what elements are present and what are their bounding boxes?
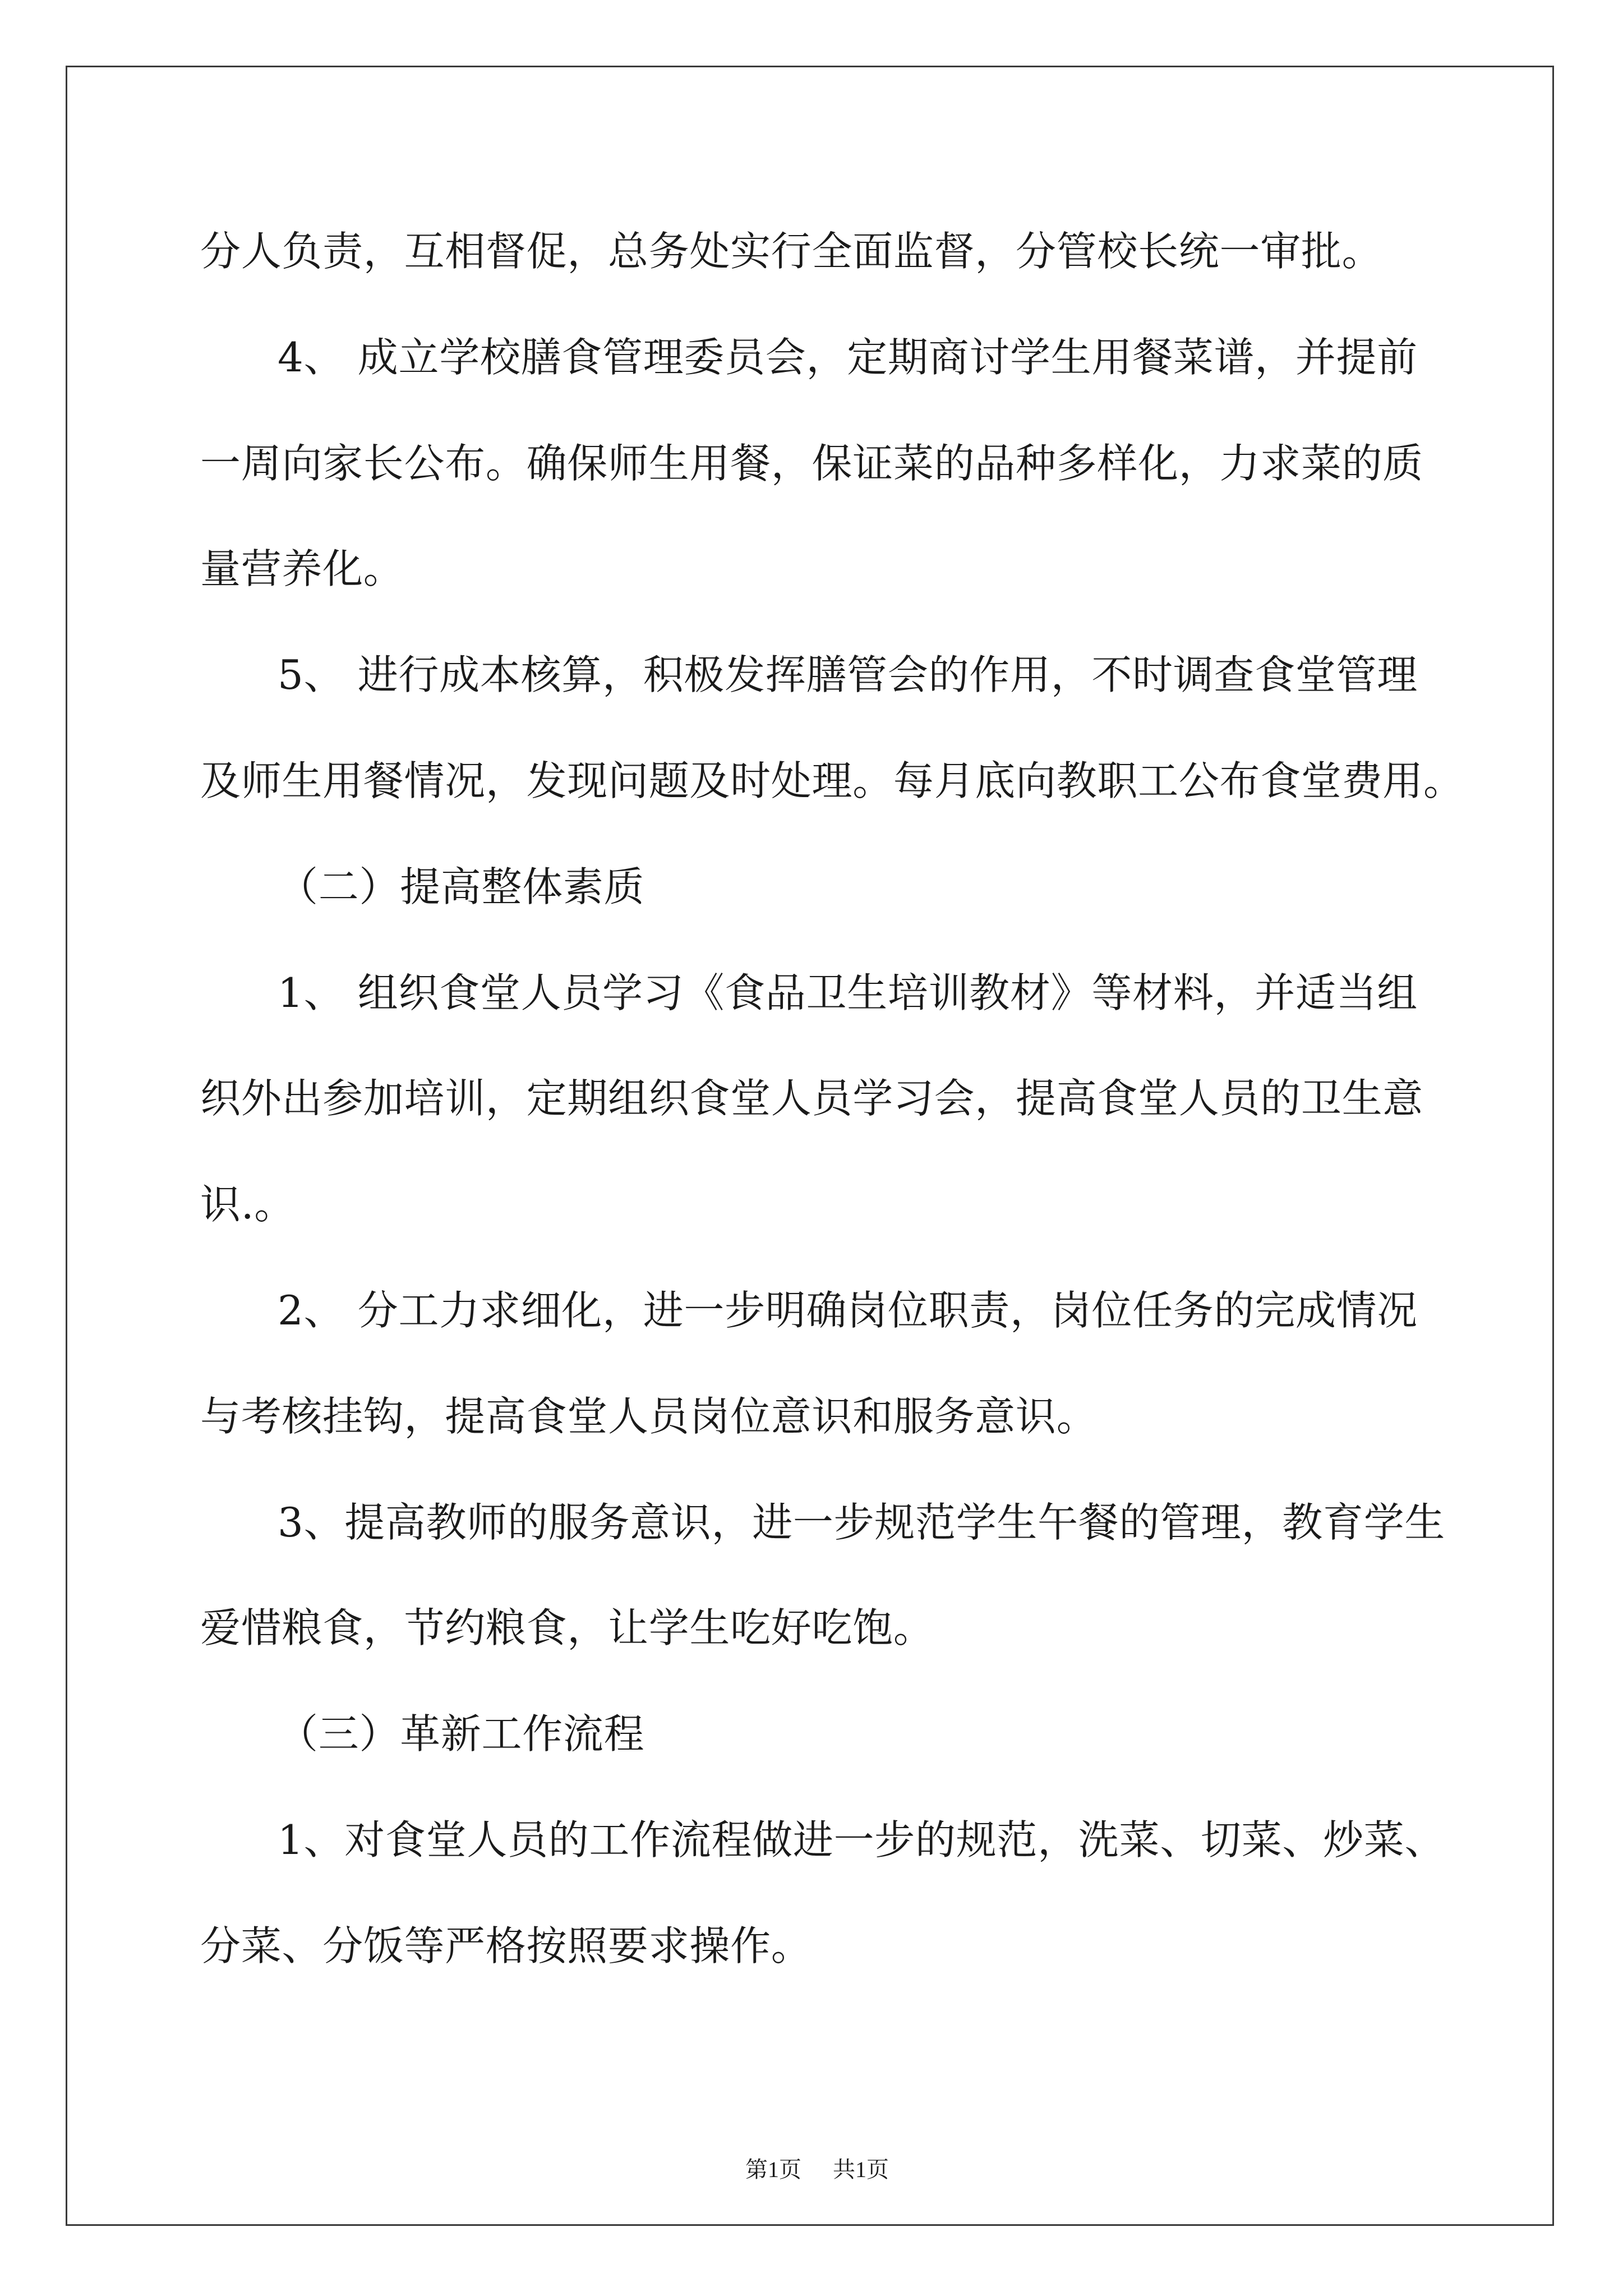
text-line: 分菜、分饭等严格按照要求操作。 [200,1922,812,1970]
section-heading-text: （二）提高整体素质 [278,863,645,910]
text-line: 爱惜粮食，节约粮食，让学生吃好吃饱。 [200,1604,934,1652]
text-line: 1、对食堂人员的工作流程做进一步的规范，洗菜、切菜、炒菜、 [278,1816,1446,1864]
text-line: 及师生用餐情况，发现问题及时处理。每月底向教职工公布食堂费用。 [200,757,1464,804]
text-line: 2、 分工力求细化，进一步明确岗位职责，岗位任务的完成情况 [278,1286,1418,1334]
text-line: 量营养化。 [200,545,404,593]
text-line: 一周向家长公布。确保师生用餐，保证菜的品种多样化，力求菜的质 [200,439,1424,487]
paragraph [200,1787,1535,1999]
page-footer [0,2131,1623,2182]
paragraph [200,1470,1535,1682]
text-line: 与考核挂钩，提高食堂人员岗位意识和服务意识。 [200,1392,1098,1440]
text-line: 4、 成立学校膳食管理委员会，定期商讨学生用餐菜谱，并提前 [278,333,1418,381]
text-line: 分人负责，互相督促，总务处实行全面监督，分管校长统一审批。 [200,228,1383,275]
document-body [200,199,1535,1999]
page-number: 第1页 [745,2157,801,2182]
section-heading [200,1681,1535,1787]
section-heading-text: （三）革新工作流程 [278,1710,645,1758]
paragraph [200,622,1535,834]
text-line: 5、 进行成本核算，积极发挥膳管会的作用，不时调查食堂管理 [278,651,1418,699]
text-line: 识.。 [200,1181,295,1228]
paragraph [200,1258,1535,1470]
paragraph [200,940,1535,1258]
text-line: 3、提高教师的服务意识，进一步规范学生午餐的管理，教育学生 [278,1498,1446,1546]
paragraph [200,199,1535,305]
section-heading [200,834,1535,940]
page-total: 共1页 [833,2157,889,2182]
text-line: 织外出参加培训，定期组织食堂人员学习会，提高食堂人员的卫生意 [200,1075,1424,1122]
text-line: 1、 组织食堂人员学习《食品卫生培训教材》等材料，并适当组 [278,969,1418,1016]
paragraph [200,305,1535,622]
